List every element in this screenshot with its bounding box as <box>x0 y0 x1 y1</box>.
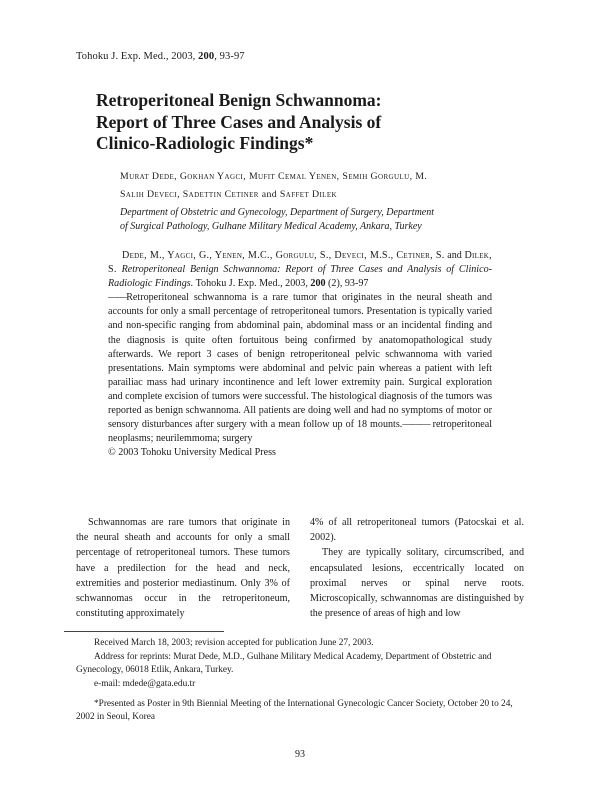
abstract-body: Retroperitoneal schwannoma is a rare tumor that originates in the neural sheath and accounts for only a small percentage of retroperitoneal tumors. Presentation is typically varied and non-specific ranging from abdominal pain, abdominal mass or an incidental finding and the diagnosis is quite often fortuitous being confirmed by anatomopathological study afterwards. We report 3 cases of benign retroperitoneal pelvic schwannoma with varied presentations. Main symptoms were abdominal and pelvic pain whereas a patient with left parailiac mass had urinary incontinence and left lower extremity pain. Surgical exploration and complete excision of tumors were successful. The histological diagnosis of the tumors was reported as benign schwannoma. All patients are doing well and had no symptoms of motor or sensory disturbances after surgery with a mean follow up of 18 mounts. <box>108 292 492 431</box>
running-head <box>76 51 245 62</box>
abstract-dash: ―― <box>108 292 127 304</box>
body-paragraph: Schwannomas are rare tumors that originate in the neural sheath and accounts for only a small percentage of retroperitoneal tumors. These tumors have a predilection for the head and neck, extremities and posterior mediastinum. Only 3% of schwannomas occur in the retroperitoneum, constituting approximately <box>76 517 290 620</box>
body-paragraph: 4% of all retroperitoneal tumors (Patocskai et al. 2002). <box>310 517 524 544</box>
citation-source: Tohoku J. Exp. Med., 2003, <box>193 278 311 290</box>
citation-authors-cont: Dilek, S. <box>108 250 492 276</box>
affiliation-line-2: of Surgical Pathology, Gulhane Military Medical Academy, Ankara, Turkey <box>120 220 422 232</box>
footnote-presented: *Presented as Poster in 9th Biennial Meeting of the International Gynecologic Cancer Society, October 20 to 24, 2002 in Seoul, Korea <box>76 699 513 722</box>
journal-pages: , 93-97 <box>214 51 245 62</box>
author-list <box>120 168 520 203</box>
footnote-rule <box>64 631 224 632</box>
body-column-left <box>76 515 290 621</box>
citation-title: Retroperitoneal Benign Schwannoma: Report of Three Cases and Analysis of Clinico-Radiologic Findings. <box>108 264 492 290</box>
citation-volume: 200 <box>310 278 326 290</box>
title-line-2: Report of Three Cases and Analysis of <box>96 111 382 132</box>
footnote-received: Received March 18, 2003; revision accepted for publication June 27, 2003. <box>94 638 374 648</box>
footnote-email: e-mail: mdede@gata.edu.tr <box>94 679 196 689</box>
article-title <box>96 90 516 155</box>
footnote-address: Address for reprints: Murat Dede, M.D., Gulhane Military Medical Academy, Department of Obstetric and Gynecology, 06018 Etlik, Ankara, Turkey. <box>76 652 492 675</box>
keywords-dash: ――― <box>402 419 430 431</box>
affiliation-line-1: Department of Obstetric and Gynecology, Department of Surgery, Department <box>120 207 435 218</box>
authors-line-1: Murat Dede, Gokhan Yagci, Mufit Cemal Yenen, Semih Gorgulu, M. <box>120 171 428 182</box>
body-column-right <box>310 515 524 621</box>
title-line-3: Clinico-Radiologic Findings* <box>96 133 314 153</box>
page-number: 93 <box>295 749 305 760</box>
title-line-1: Retroperitoneal Benign Schwannoma: <box>96 90 382 110</box>
abstract: Dede, M., Yagci, G., Yenen, M.C., Gorgulu, S., Deveci, M.S., Cetiner, S. and Dilek, S. Retroperitoneal Benign Schwannoma: Report of Three Cases and Analysis of Clinico-Radiologic Findings. Tohoku J. Exp. Med., 2003, 200 (2), 93-97 ――Retroperitoneal schwannoma is a rare tumor that originates in the neural sheath and accounts for only a small percentage of retroperitoneal tumors. Presentation is typically varied and non-specific ranging from abdominal pain, abdominal mass or an incidental finding and the diagnosis is quite often fortuitous being confirmed by anatomopathological study afterwards. We report 3 cases of benign retroperitoneal pelvic schwannoma with varied presentations. Main symptoms were abdominal and pelvic pain whereas a patient with left parailiac mass had urinary incontinence and left lower extremity pain. Surgical exploration and complete excision of tumors were successful. The histological diagnosis of the tumors was reported as benign schwannoma. All patients are doing well and had no symptoms of motor or sensory disturbances after surgery with a mean follow up of 18 mounts.――― retroperitoneal neoplasms; neurilemmoma; surgery © 2003 Tohoku University Medical Press <box>108 250 492 459</box>
authors-line-2: Salih Deveci, Sadettin Cetiner and Saffet Dilek <box>120 188 337 200</box>
journal-citation: Tohoku J. Exp. Med., 2003, <box>76 51 199 62</box>
citation-authors: Dede, M., Yagci, G., Yenen, M.C., Gorgulu, S., Deveci, M.S., Cetiner, S. <box>122 250 445 261</box>
body-paragraph: They are typically solitary, circumscribed, and encapsulated lesions, eccentrically located on proximal nerves or spinal nerve roots. Microscopically, schwannomas are distinguished by the presence of areas of high and low <box>310 547 524 620</box>
journal-volume: 200 <box>198 51 215 62</box>
citation-pages: (2), 93-97 <box>325 278 369 290</box>
affiliation <box>120 206 520 233</box>
keywords: retroperitoneal neoplasms; neurilemmoma; surgery <box>108 419 492 445</box>
copyright: © 2003 Tohoku University Medical Press <box>108 447 276 459</box>
